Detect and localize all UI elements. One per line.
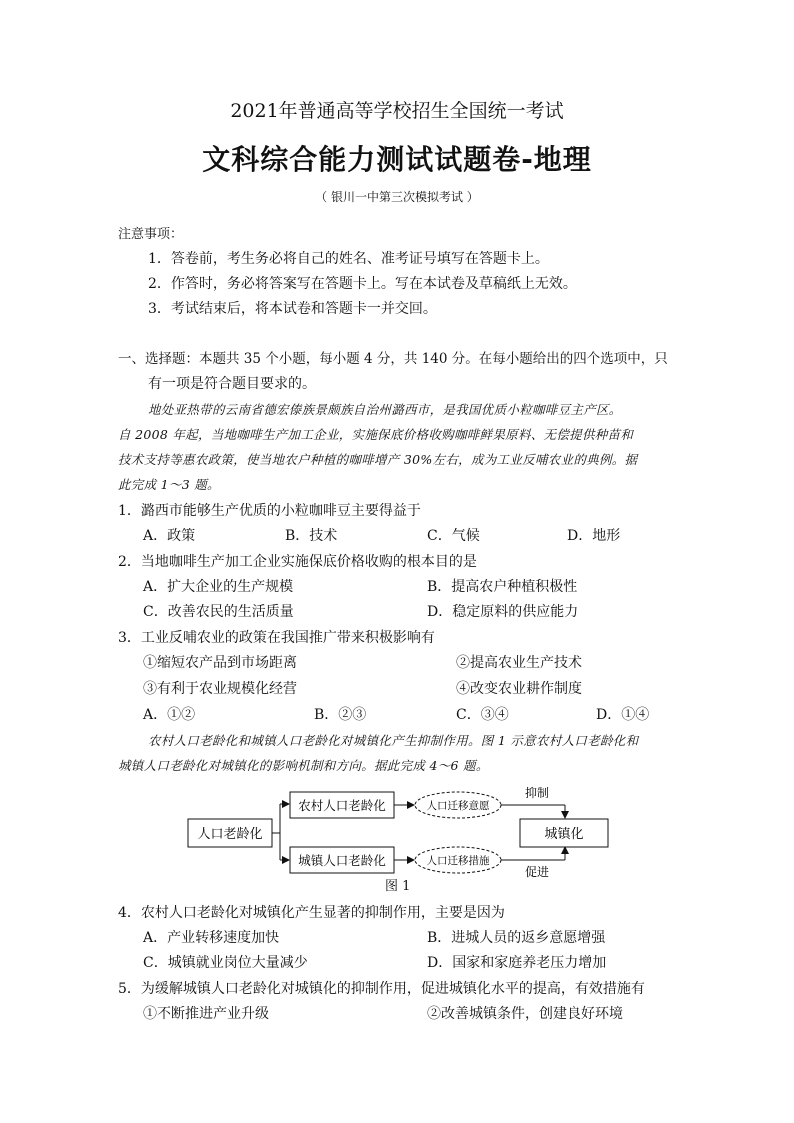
measures-label: 人口迁移措施	[426, 855, 490, 867]
q3-item: ④改变农业耕作制度	[456, 681, 582, 697]
q4-option-b[interactable]: B．进城人员的返乡意愿增强	[427, 930, 606, 946]
exam-title: 2021年普通高等学校招生全国统一考试	[230, 100, 564, 122]
q3-item: ③有利于农业规模化经营	[143, 681, 297, 697]
q3-option-c[interactable]: C．③④	[456, 707, 509, 723]
q5-item: ①不断推进产业升级	[143, 1006, 269, 1022]
q2-option-b[interactable]: B．提高农户种植积极性	[427, 579, 578, 595]
question-2-stem: 2．当地咖啡生产加工企业实施保底价格收购的根本目的是	[118, 554, 477, 570]
q3-option-a[interactable]: A．①②	[143, 707, 196, 723]
promote-label: 促进	[524, 865, 550, 879]
q2-option-c[interactable]: C．改善农民的生活质量	[143, 604, 294, 620]
exam-subtitle: （ 银川一中第三次模拟考试 ）	[315, 190, 479, 204]
q1-option-c[interactable]: C．气候	[427, 528, 480, 544]
question-5-stem: 5．为缓解城镇人口老龄化对城镇化的抑制作用，促进城镇化水平的提高，有效措施有	[118, 981, 645, 997]
q3-item: ②提高农业生产技术	[456, 655, 582, 671]
note-item: 1．答卷前，考生务必将自己的姓名、准考证号填写在答题卡上。	[148, 251, 549, 267]
passage-line: 城镇人口老龄化对城镇化的影响机制和方向。据此完成 4～6 题。	[118, 758, 489, 773]
question-3-stem: 3．工业反哺农业的政策在我国推广带来积极影响有	[118, 630, 435, 646]
aging-label: 人口老龄化	[197, 827, 263, 842]
question-4-stem: 4．农村人口老龄化对城镇化产生显著的抑制作用，主要是因为	[118, 905, 505, 921]
figure-caption: 图 1	[385, 879, 411, 894]
passage-line: 农村人口老龄化和城镇人口老龄化对城镇化产生抑制作用。图 1 示意农村人口老龄化和	[148, 733, 639, 748]
q3-option-b[interactable]: B．②③	[314, 707, 367, 723]
note-item: 3．考试结束后，将本试卷和答题卡一并交回。	[148, 301, 437, 317]
q4-option-d[interactable]: D．国家和家庭养老压力增加	[427, 955, 607, 971]
urbanization-label: 城镇化	[544, 827, 584, 842]
paper-title: 文科综合能力测试试题卷-地理	[202, 143, 592, 176]
q1-option-d[interactable]: D．地形	[567, 528, 621, 544]
willingness-label: 人口迁移意愿	[426, 800, 490, 812]
inhibit-label: 抑制	[524, 786, 550, 800]
q1-option-b[interactable]: B．技术	[285, 528, 338, 544]
q4-option-a[interactable]: A．产业转移速度加快	[143, 930, 280, 946]
q5-item: ②改善城镇条件，创建良好环境	[427, 1006, 623, 1022]
question-1-stem: 1．潞西市能够生产优质的小粒咖啡豆主要得益于	[118, 503, 421, 519]
passage-line: 地处亚热带的云南省德宏傣族景颇族自治州潞西市，是我国优质小粒咖啡豆主产区。	[148, 402, 622, 417]
q1-option-a[interactable]: A．政策	[143, 528, 196, 544]
section-heading-cont: 有一项是符合题目要求的。	[148, 376, 316, 392]
rural-aging-label: 农村人口老龄化	[298, 798, 386, 813]
q3-option-d[interactable]: D．①④	[596, 707, 650, 723]
passage-line: 技术支持等惠农政策，使当地农户种植的咖啡增产 30%左右，成为工业反哺农业的典例。据	[118, 452, 638, 467]
section-heading: 一、选择题：本题共 35 个小题，每小题 4 分，共 140 分。在每小题给出的四个选项中，只	[118, 351, 668, 367]
notes-heading: 注意事项：	[118, 227, 184, 242]
q4-option-c[interactable]: C．城镇就业岗位大量减少	[143, 955, 308, 971]
q3-item: ①缩短农产品到市场距离	[143, 655, 297, 671]
q2-option-d[interactable]: D．稳定原料的供应能力	[427, 604, 579, 620]
note-item: 2．作答时，务必将答案写在答题卡上。写在本试卷及草稿纸上无效。	[148, 276, 577, 292]
q2-option-a[interactable]: A．扩大企业的生产规模	[143, 579, 294, 595]
passage-line: 此完成 1～3 题。	[118, 477, 220, 492]
urban-aging-label: 城镇人口老龄化	[298, 853, 386, 868]
passage-line: 自 2008 年起，当地咖啡生产加工企业，实施保底价格收购咖啡鲜果原料、无偿提供种苗和	[118, 427, 634, 442]
